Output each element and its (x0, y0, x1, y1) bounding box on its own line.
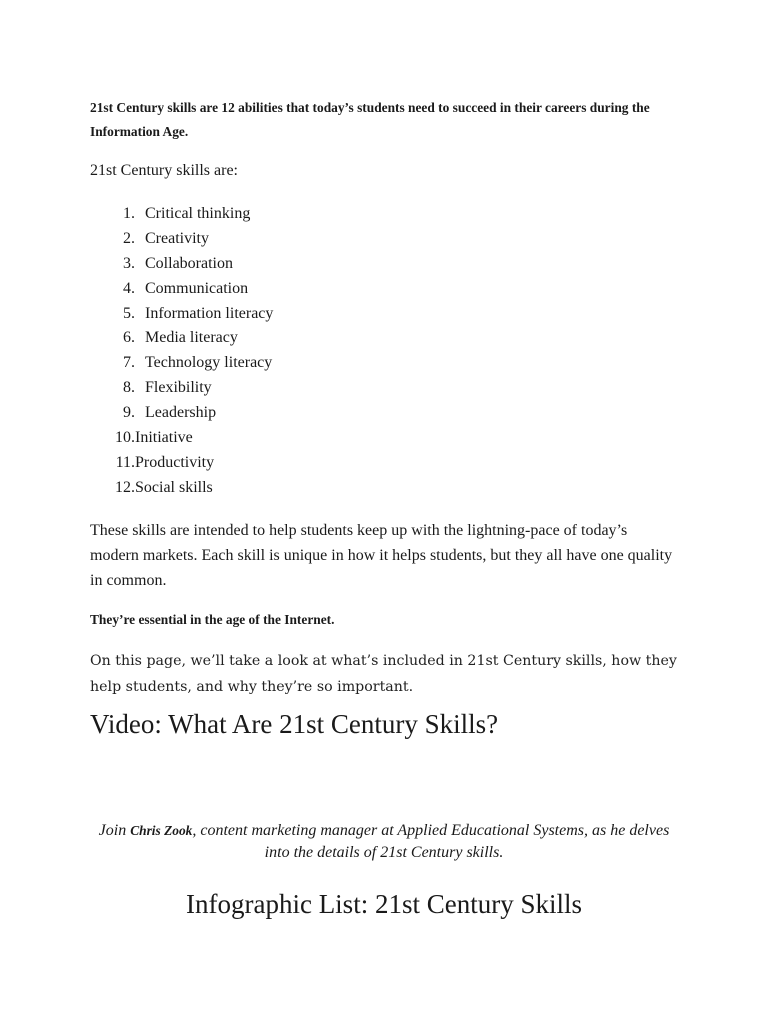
list-item-label: Productivity (135, 453, 215, 471)
list-item-number: 12. (115, 478, 135, 496)
skills-description: These skills are intended to help students keep up with the lightning-pace of today’s modern markets. Each skill is unique in how it helps students, but they all have one quality in common. (90, 522, 673, 589)
list-item-label: Collaboration (145, 254, 233, 272)
page-overview: On this page, we’ll take a look at what’s included in 21st Century skills, how they help students, and why they’re so important. (90, 653, 677, 695)
list-item (90, 451, 273, 476)
list-item-label: Creativity (145, 229, 209, 247)
list-item-number: 8. (123, 379, 135, 397)
list-item-label: Flexibility (145, 379, 212, 397)
list-item (90, 302, 273, 327)
list-item-label: Critical thinking (145, 205, 251, 222)
list-item-label: Technology literacy (145, 354, 273, 372)
list-item (90, 277, 273, 302)
list-item (90, 227, 273, 252)
list-item-number: 4. (123, 279, 135, 297)
video-heading: Video: What Are 21st Century Skills? (90, 709, 499, 739)
list-item-number: 6. (123, 329, 135, 347)
list-item (90, 326, 273, 351)
list-item (90, 426, 273, 451)
essential-statement: They’re essential in the age of the Internet. (90, 612, 335, 627)
caption-prefix: Join (98, 822, 131, 839)
list-item-number: 1. (123, 205, 135, 222)
list-item-label: Social skills (135, 478, 213, 496)
list-item (90, 376, 273, 401)
list-item-number: 10. (115, 429, 135, 447)
list-item-number: 7. (123, 354, 135, 372)
list-item-label: Communication (145, 279, 249, 297)
presenter-name: Chris Zook (130, 823, 193, 838)
list-item-number: 3. (123, 254, 135, 272)
intro-statement: 21st Century skills are 12 abilities that today’s students need to succeed in their careers during the Information Age. (90, 100, 650, 139)
list-item-label: Media literacy (145, 329, 238, 347)
list-item (90, 351, 273, 376)
list-item-number: 9. (123, 404, 135, 422)
skills-list (90, 202, 273, 501)
infographic-heading: Infographic List: 21st Century Skills (186, 889, 582, 919)
caption-suffix: , content marketing manager at Applied Educational Systems, as he delves into the details of 21st Century skills. (192, 822, 670, 861)
list-lead-in: 21st Century skills are: (90, 162, 238, 179)
list-item (90, 252, 273, 277)
list-item-number: 5. (123, 304, 135, 322)
list-item-label: Information literacy (145, 304, 274, 322)
list-item (90, 202, 273, 227)
list-item-number: 2. (123, 229, 135, 247)
list-item (90, 401, 273, 426)
list-item-label: Initiative (135, 429, 193, 447)
list-item (90, 476, 273, 501)
list-item-label: Leadership (145, 404, 217, 422)
list-item-number: 11. (115, 453, 135, 471)
video-caption (0, 820, 768, 864)
